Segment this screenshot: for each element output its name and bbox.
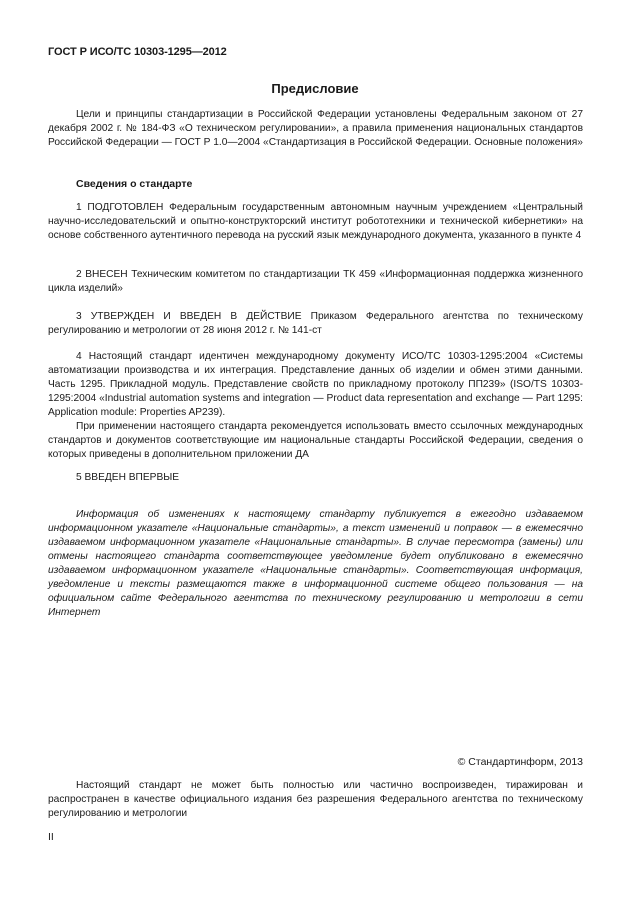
- item-4-note-text: При применении настоящего стандарта рекомендуется использовать вместо ссылочных международных стандартов и документов соответствующие им национальные стандарты Российской Федерации, сведения о которых приведены в дополнительном приложении ДА: [48, 421, 583, 460]
- standard-info-heading: Сведения о стандарте: [76, 178, 193, 190]
- item-3-text: 3 УТВЕРЖДЕН И ВВЕДЕН В ДЕЙСТВИЕ Приказом Федерального агентства по техническому регулированию и метрологии от 28 июня 2012 г. № 141-ст: [48, 311, 583, 336]
- reproduction-notice-text: Настоящий стандарт не может быть полностью или частично воспроизведен, тиражирован и распространен в качестве официального издания без разрешения Федерального агентства по техническому регулированию и метрологии: [48, 780, 583, 819]
- intro-text: Цели и принципы стандартизации в Российской Федерации установлены Федеральным законом от 27 декабря 2002 г. № 184-ФЗ «О техническом регулировании», а правила применения национальных стандартов Российской Федерации — ГОСТ Р 1.0—2004 «Стандартизация в Российской Федерации. Основные положения»: [48, 109, 583, 148]
- item-2-text: 2 ВНЕСЕН Техническим комитетом по стандартизации ТК 459 «Информационная поддержка жизненного цикла изделий»: [48, 269, 583, 294]
- item-2-paragraph: [48, 268, 583, 296]
- page-title: Предисловие: [271, 81, 359, 96]
- item-3-paragraph: [48, 310, 583, 338]
- reproduction-notice-paragraph: [48, 779, 583, 821]
- page-number: II: [48, 831, 54, 843]
- copyright-line: © Стандартинформ, 2013: [457, 756, 583, 768]
- item-5-paragraph: [48, 471, 583, 485]
- item-1-text: 1 ПОДГОТОВЛЕН Федеральным государственным автономным научным учреждением «Центральный научно-исследовательский и опытно-конструкторский институт робототехники и технической кибернетики» на основе собственного аутентичного перевода на русский язык международного документа, указанного в пункте 4: [48, 202, 583, 241]
- item-4-paragraph: [48, 350, 583, 462]
- item-1-paragraph: [48, 201, 583, 243]
- standard-code-header: ГОСТ Р ИСО/ТС 10303-1295—2012: [48, 46, 227, 58]
- item-4-text: 4 Настоящий стандарт идентичен международному документу ИСО/ТС 10303-1295:2004 «Системы автоматизации производства и их интеграция. Представление данных об изделии и обмен этими данными. Часть 1295. Прикладной модуль. Представление свойств по прикладному протоколу ПП239» (ISO/TS 10303-1295:2004 «Industrial automation systems and integration — Product data representation and exchange — Part 1295: Application module: Properties AP239).: [48, 351, 583, 418]
- changes-notice-text: Информация об изменениях к настоящему стандарту публикуется в ежегодно издаваемом информационном указателе «Национальные стандарты», а текст изменений и поправок — в ежемесячно издаваемом информационном указателе «Национальные стандарты». В случае пересмотра (замены) или отмены настоящего стандарта соответствующее уведомление будет опубликовано в ежемесячно издаваемом информационном указателе «Национальные стандарты». Соответствующая информация, уведомление и тексты размещаются также в информационной системе общего пользования — на официальном сайте Федерального агентства по техническому регулированию и метрологии в сети Интернет: [48, 509, 583, 618]
- item-5-text: 5 ВВЕДЕН ВПЕРВЫЕ: [76, 472, 180, 483]
- changes-notice-paragraph: [48, 508, 583, 620]
- intro-paragraph: [48, 108, 583, 150]
